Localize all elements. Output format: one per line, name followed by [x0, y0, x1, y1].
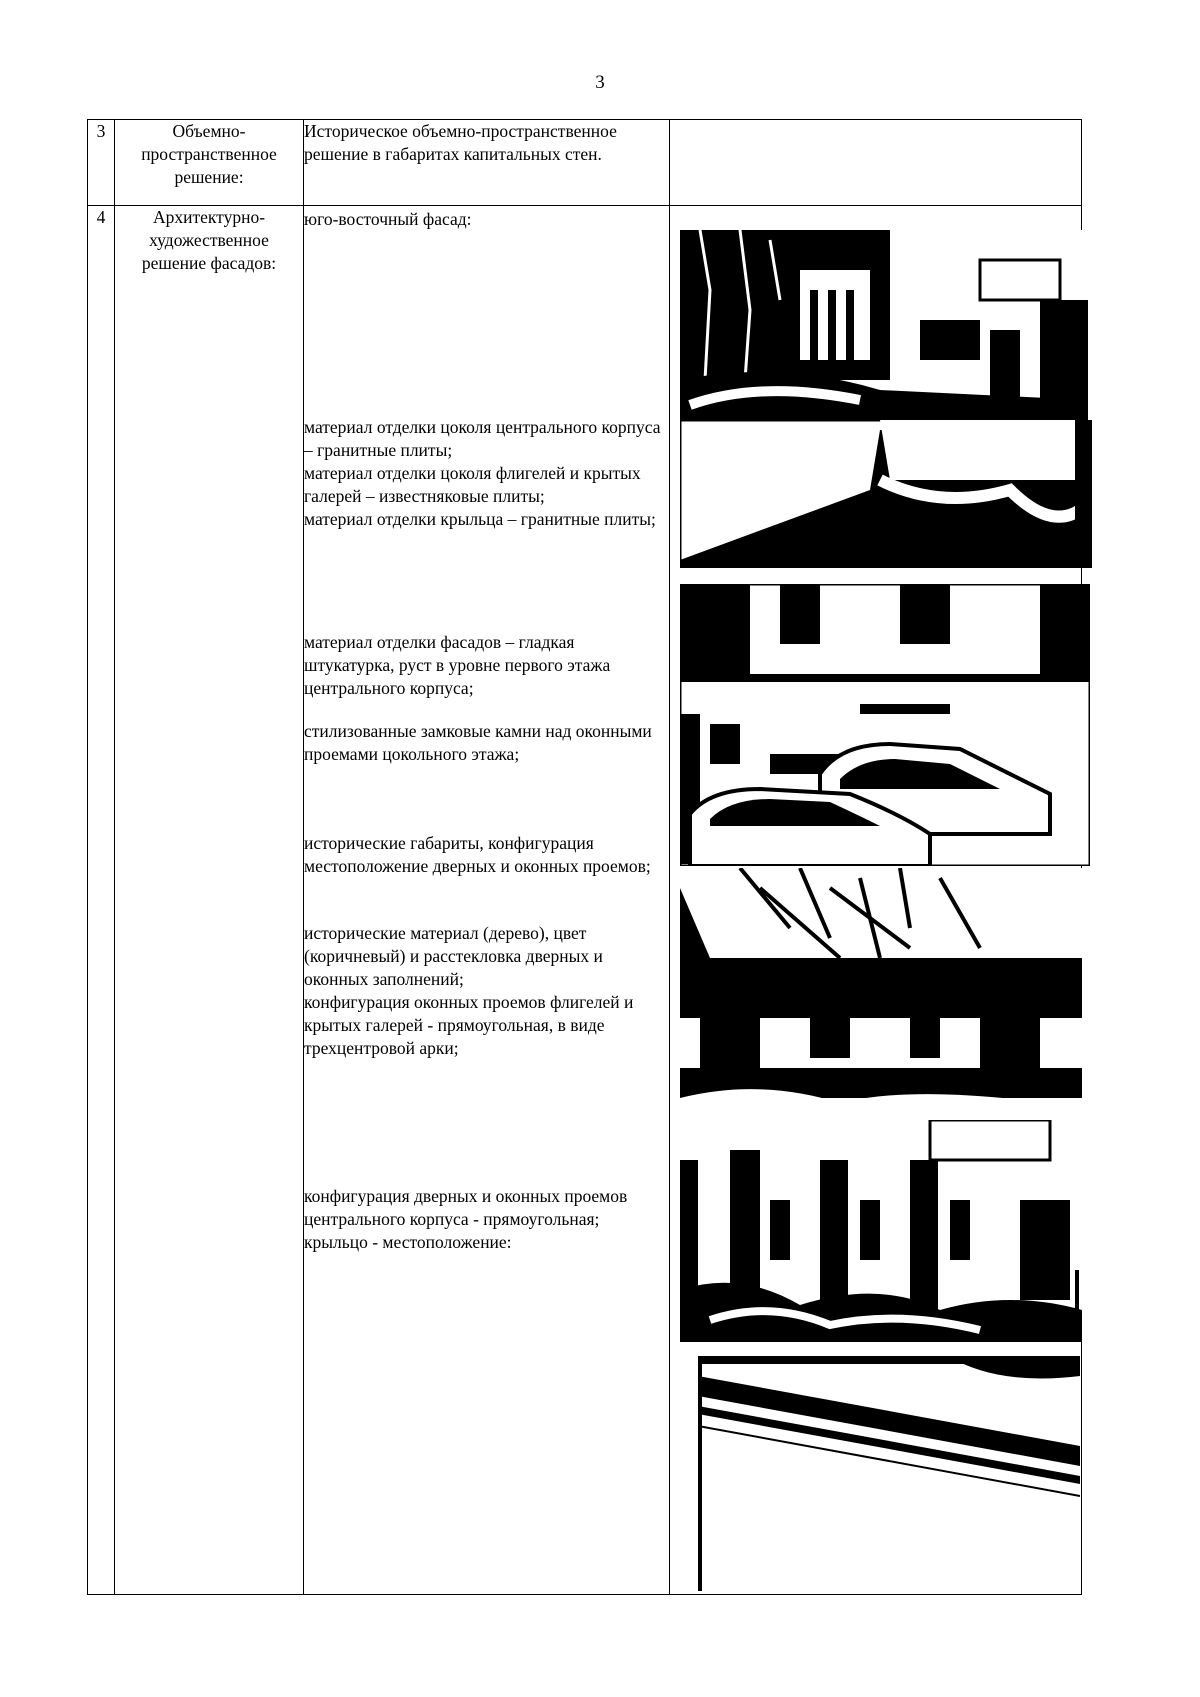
attributes-table — [87, 119, 1082, 1595]
row-photo-cell — [670, 206, 1082, 1595]
table-row — [88, 120, 1082, 206]
facade-photo — [680, 230, 1088, 420]
description-block: материал отделки цоколя центрального корпуса – гранитные плиты; материал отделки цоколя флигелей и крытых галерей – известняковые плиты; материал отделки крыльца – гранитные плиты; — [304, 417, 661, 529]
description-block: исторические материал (дерево), цвет (коричневый) и расстекловка дверных и оконных заполнений; конфигурация оконных проемов флигелей и крытых галерей - прямоугольная, в виде трехцентровой арки; — [304, 923, 634, 1058]
central-corpus-photo — [680, 1120, 1082, 1342]
row-description — [304, 120, 670, 206]
description-block: исторические габариты, конфигурация местоположение дверных и оконных проемов; — [304, 833, 651, 876]
row-name: Объемно-пространственное решение: — [115, 120, 304, 206]
description-block: материал отделки фасадов – гладкая штукатурка, руст в уровне первого этажа центрального корпуса; — [304, 632, 611, 698]
row-photo-cell — [670, 120, 1082, 206]
facade-cars-photo — [680, 584, 1090, 866]
page-number: 3 — [595, 72, 605, 93]
gallery-photo — [680, 868, 1082, 1120]
description-block: стилизованные замковые камни над оконными проемами цокольного этажа; — [304, 721, 652, 764]
description-block: конфигурация дверных и оконных проемов центрального корпуса - прямоугольная; крыльцо - местоположение: — [304, 1186, 628, 1252]
row-number: 3 — [88, 120, 115, 206]
description-block: юго-восточный фасад: — [304, 209, 472, 229]
row-description — [304, 206, 670, 1595]
description-text: Историческое объемно-пространственное решение в габаритах капитальных стен. — [304, 121, 617, 164]
row-name — [115, 206, 304, 1595]
plinth-photo — [680, 420, 1092, 568]
row-name-text: Архитектурно-художественное решение фасадов: — [141, 207, 277, 273]
row-number: 4 — [88, 206, 115, 1595]
table-row — [88, 206, 1082, 1595]
porch-photo — [698, 1356, 1080, 1591]
